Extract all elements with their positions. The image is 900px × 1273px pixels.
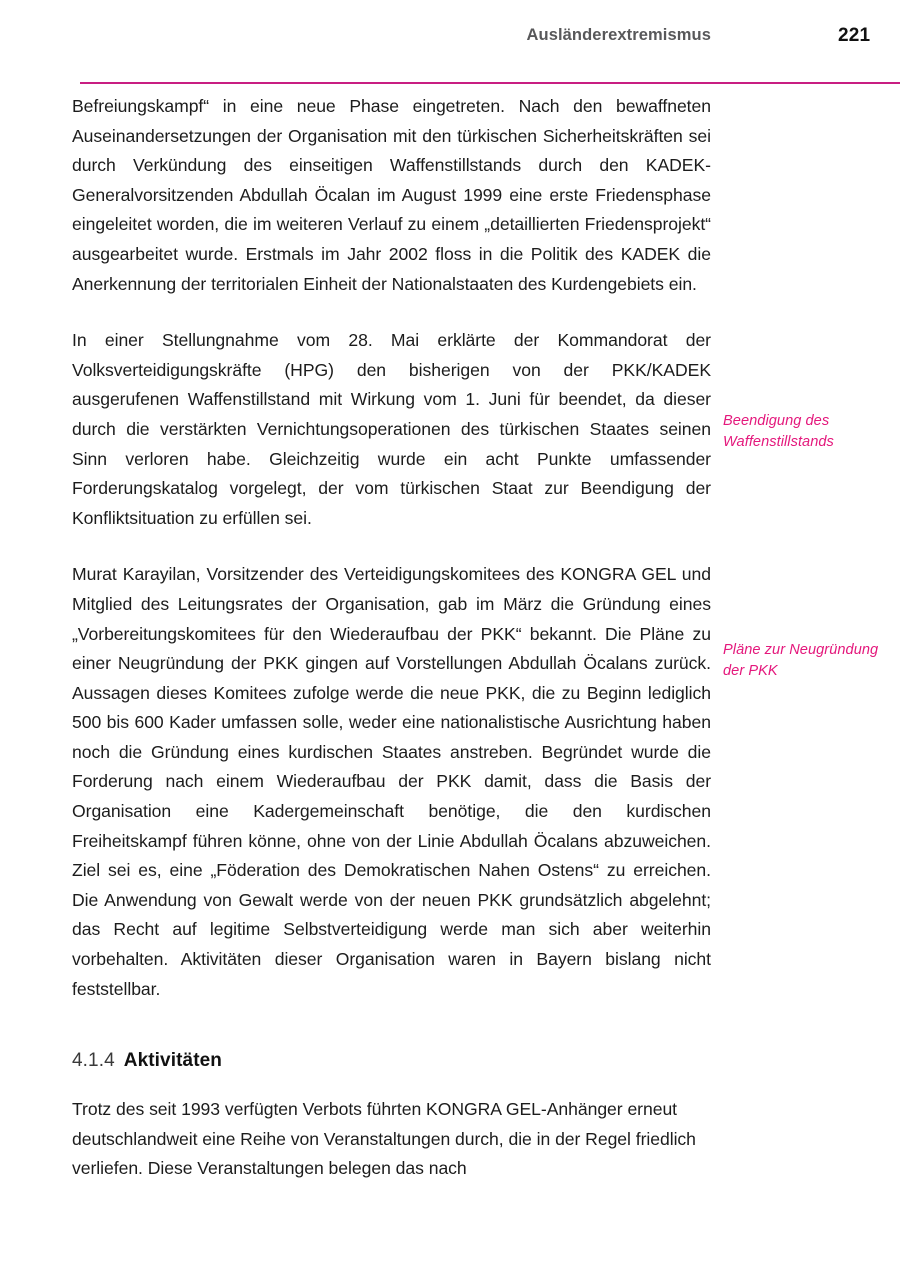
body-paragraph-2: In einer Stellungnahme vom 28. Mai erklärte der Kommandorat der Volksverteidigungskräfte (HPG) den bisherigen von der PKK/KADEK ausgerufenen Waffenstillstand mit Wirkung vom 1. Juni für beendet, da dieser durch die verstärkten Vernichtungsoperationen des türkischen Staates seinen Sinn verloren habe. Gleichzeitig wurde ein acht Punkte umfassender Forderungskatalog vorgelegt, der vom türkischen Staat zur Beendigung der Konfliktsituation zu erfüllen sei.	[72, 330, 711, 528]
running-head-title: Ausländerextremismus	[526, 26, 711, 44]
section-number: 4.1.4	[72, 1050, 115, 1072]
page-number: 221	[838, 25, 871, 46]
header-rule	[80, 82, 900, 84]
body-paragraph-3: Murat Karayilan, Vorsitzender des Verteidigungskomitees des KONGRA GEL und Mitglied des Leitungsrates der Organisation, gab im März die Gründung eines „Vorbereitungskomitees für den Wiederaufbau der PKK“ bekannt. Die Pläne zu einer Neugründung der PKK gingen auf Vorstellungen Abdullah Öcalans zurück. Aussagen dieses Komitees zufolge werde die neue PKK, die zu Beginn lediglich 500 bis 600 Kader umfassen solle, weder eine nationalistische Ausrichtung haben noch die Gründung eines kurdischen Staates anstreben. Begründet wurde die Forderung nach einem Wiederaufbau der PKK damit, dass die Basis der Organisation eine Kadergemeinschaft benötige, die den kurdischen Freiheitskampf führen könne, ohne von der Linie Abdullah Öcalans abzuweichen. Ziel sei es, eine „Föderation des Demokratischen Nahen Ostens“ zu erreichen. Die Anwendung von Gewalt werde von der neuen PKK grundsätzlich abgelehnt; das Recht auf legitime Selbstverteidigung werde man sich aber weiterhin vorbehalten. Aktivitäten dieser Organisation waren in Bayern bislang nicht feststellbar.	[72, 564, 711, 999]
section-title: Aktivitäten	[123, 1050, 222, 1072]
running-head	[40, 26, 900, 58]
margin-note-plaene: Pläne zur Neugründung der PKK	[723, 642, 879, 679]
body-paragraph-4: Trotz des seit 1993 verfügten Verbots führten KONGRA GEL-Anhänger erneut deutschlandweit eine Reihe von Veranstaltungen durch, die in der Regel friedlich verliefen. Diese Veranstaltungen belegen das nach	[72, 1099, 696, 1179]
text-column	[72, 92, 711, 1184]
section-heading	[72, 1031, 711, 1074]
body-paragraph-1: Befreiungskampf“ in eine neue Phase eingetreten. Nach den bewaffneten Auseinandersetzungen der Organisation mit den türkischen Sicherheitskräften sei durch Verkündung des einseitigen Waffenstillstands durch den KADEK-Generalvorsitzenden Abdullah Öcalan im August 1999 eine erste Friedensphase eingeleitet worden, die im weiteren Verlauf zu einem „detaillierten Friedensprojekt“ ausgearbeitet wurde. Erstmals im Jahr 2002 floss in die Politik des KADEK die Anerkennung der territorialen Einheit der Nationalstaaten des Kurdengebiets ein.	[72, 96, 711, 294]
margin-note-beendigung: Beendigung des Waffenstillstands	[723, 413, 834, 450]
